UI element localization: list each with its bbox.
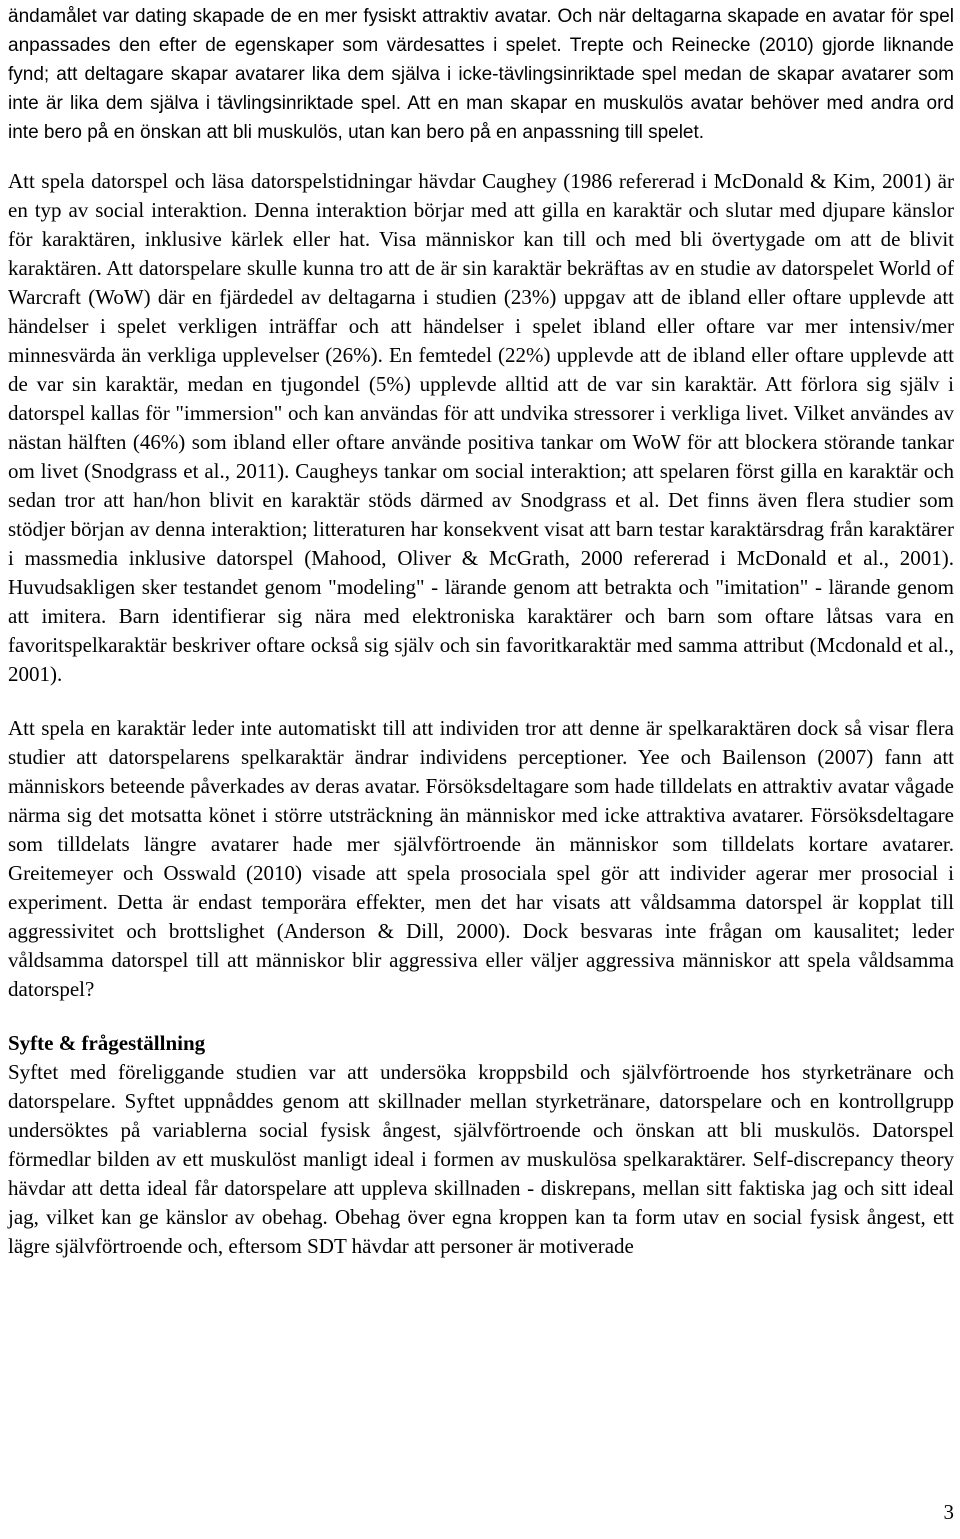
paragraph-avatar-perception: Att spela en karaktär leder inte automatiskt till att individen tror att denne är spelkaraktären dock så visar flera studier att datorspelarens spelkaraktär ändrar individens perceptioner. Yee och Bailenson (2007) fann att människors beteende påverkades av deras avatar. Försöksdeltagare som hade tilldelats en attraktiv avatar vågade närma sig det motsatta könet i större utsträckning än människor med icke attraktiva avatarer. Försöksdeltagare som tilldelats längre avatarer hade mer självförtroende än människor som tilldelats kortare avatarer. Greitemeyer och Osswald (2010) visade att spela prosociala spel gör att individer agerar mer prosocial i experiment. Detta är endast temporära effekter, men det har visats att våldsamma datorspel är kopplat till aggressivitet och brottslighet (Anderson & Dill, 2000). Dock besvaras inte frågan om kausalitet; leder våldsamma datorspel till att människor blir aggressiva eller väljer aggressiva människor att spela våldsamma datorspel?: [8, 716, 954, 1001]
paragraph-spacer: [8, 689, 954, 714]
paragraph-social-interaction: Att spela datorspel och läsa datorspelstidningar hävdar Caughey (1986 refererad i McDonald & Kim, 2001) är en typ av social interaktion. Denna interaktion börjar med att gilla en karaktär och slutar med djupare känslor för karaktären, inklusive kärlek eller hat. Visa människor kan till och med bli övertygade om att de blivit karaktären. Att datorspelare skulle kunna tro att de är sin karaktär bekräftas av en studie av datorspelet World of Warcraft (WoW) där en fjärdedel av deltagarna i studien (23%) uppgav att de ibland eller oftare upplevde att händelser i spelet verkligen inträffar och att händelser i spelet ibland eller oftare var mer intensiv/mer minnesvärda än verkliga upplevelser (26%). En femtedel (22%) upplevde att de ibland eller oftare upplevde att de var sin karaktär, medan en tjugondel (5%) upplevde alltid att de var sin karaktär. Att förlora sig själv i datorspel kallas för "immersion" och kan användas för att undvika stressorer i verkliga livet. Vilket användes av nästan hälften (46%) som ibland eller oftare använde positiva tankar om WoW för att blockera störande tankar om livet (Snodgrass et al., 2011). Caugheys tankar om social interaktion; att spelaren först gilla en karaktär och sedan tror att han/hon blivit en karaktär stöds därmed av Snodgrass et al. Det finns även flera studier som stödjer början av denna interaktion; litteraturen har konsekvent visat att barn testar karaktärsdrag från karaktärer i massmedia inklusive datorspel (Mahood, Oliver & McGrath, 2000 refererad i McDonald et al., 2001). Huvudsakligen sker testandet genom "modeling" - lärande genom att betrakta och "imitation" - lärande genom att imitera. Barn identifierar sig nära med elektroniska karaktärer och barn som oftare låtsas vara en favoritspelkaraktär beskriver oftare också sig själv och sin favoritkaraktär med samma attribut (Mcdonald et al., 2001).: [8, 169, 954, 686]
paragraph-spacer: [8, 147, 954, 167]
paragraph-avatar-creation: ändamålet var dating skapade de en mer fysiskt attraktiv avatar. Och när deltagarna skapade en avatar för spel anpassades den efter de egenskaper som värdesattes i spelet. Trepte och Reinecke (2010) gjorde liknande fynd; att deltagare skapar avatarer lika dem själva i icke-tävlingsinriktade spel medan de skapar avatarer som inte är lika dem själva i tävlingsinriktade spel. Att en man skapar en muskulös avatar behöver med andra ord inte bero på en önskan att bli muskulös, utan kan bero på en anpassning till spelet.: [8, 6, 954, 143]
section-heading: Syfte & frågeställning: [8, 1031, 206, 1055]
page-number: 3: [943, 1500, 954, 1524]
document-page: [8, 2, 954, 1261]
paragraph-purpose: Syftet med föreliggande studien var att undersöka kroppsbild och självförtroende hos styrketränare och datorspelare. Syftet uppnåddes genom att skillnader mellan styrketränare, datorspelare och en kontrollgrupp undersöktes på variablerna social fysisk ångest, självförtroende och önskan att bli muskulös. Datorspel förmedlar bilden av ett muskulöst manligt ideal i formen av muskulösa spelkaraktärer. Self-discrepancy theory hävdar att detta ideal får datorspelare att uppleva skillnaden - diskrepans, mellan sitt faktiska jag och sitt ideal jag, vilket kan ge känslor av obehag. Obehag över egna kroppen kan ta form utav en social fysisk ångest, ett lägre självförtroende och, eftersom SDT hävdar att personer är motiverade: [8, 1060, 954, 1258]
paragraph-spacer: [8, 1004, 954, 1029]
